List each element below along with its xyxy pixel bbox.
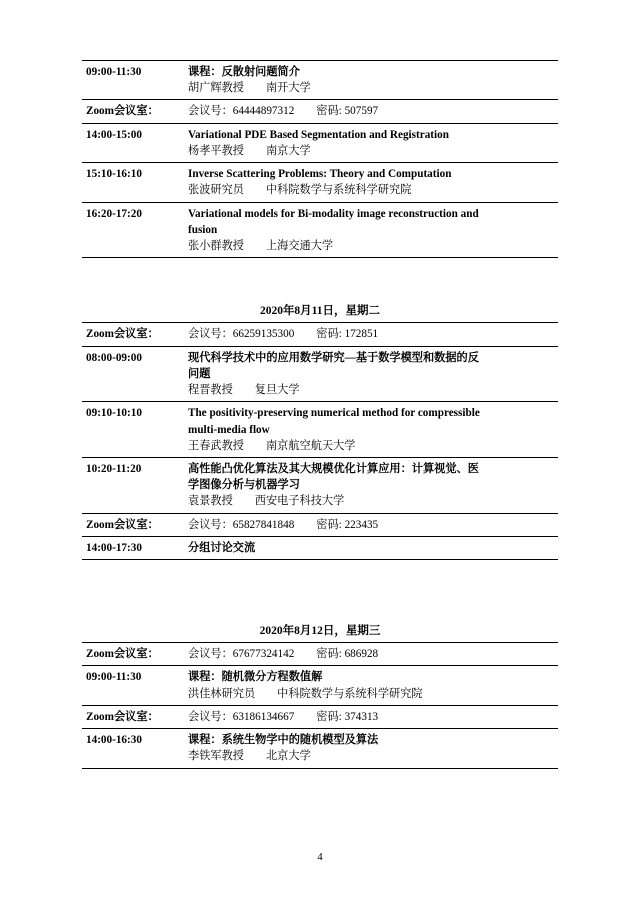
section-gap	[82, 560, 558, 612]
zoom-info	[188, 648, 378, 660]
talk-title-line: 课程：系统生物学中的随机模型及算法	[188, 734, 379, 747]
speaker-name: 袁景教授	[188, 495, 233, 508]
zoom-info	[188, 105, 378, 117]
speaker-name: 程晋教授	[188, 384, 233, 397]
day-heading: 2020年8月12日，星期三	[259, 625, 381, 638]
speaker-affiliation: 南京航空航天大学	[265, 439, 356, 452]
speaker-affiliation: 复旦大学	[254, 384, 300, 397]
section-gap	[82, 258, 558, 292]
table-row	[82, 163, 558, 202]
row-time: 08:00-09:00	[82, 346, 184, 402]
row-time: 09:00-11:30	[82, 61, 184, 100]
row-body	[184, 323, 558, 346]
zoom-password: 密码: 223435	[316, 518, 379, 531]
speaker-name: 胡广辉教授	[188, 82, 244, 95]
page-number: 4	[317, 852, 323, 863]
talk-title-line: 分组讨论交流	[188, 541, 256, 554]
row-body	[184, 163, 558, 202]
row-body	[184, 402, 558, 458]
row-body	[184, 202, 558, 258]
table-row	[82, 457, 558, 513]
talk-title-line: Variational PDE Based Segmentation and Registration	[188, 128, 449, 141]
speaker-line	[188, 382, 556, 398]
table-row	[82, 123, 558, 162]
speaker-affiliation: 南京大学	[265, 144, 311, 157]
row-time: 10:20-11:20	[82, 457, 184, 513]
row-body	[184, 100, 558, 123]
row-body	[184, 643, 558, 666]
talk-title-line: 高性能凸优化算法及其大规模优化计算应用：计算视觉、医	[188, 462, 479, 475]
row-time: 16:20-17:20	[82, 202, 184, 258]
talk-title-line: 课程：反散射问题简介	[188, 66, 300, 78]
speaker-line	[188, 143, 556, 159]
zoom-info	[188, 519, 378, 531]
talk-title-line: Variational models for Bi-modality image reconstruction and	[188, 207, 479, 220]
table-row	[82, 100, 558, 123]
schedule-table	[82, 322, 558, 560]
speaker-name: 洪佳林研究员	[188, 687, 256, 700]
speaker-name: 杨孝平教授	[188, 144, 244, 157]
table-row	[82, 346, 558, 402]
row-body	[184, 729, 558, 768]
table-row	[82, 643, 558, 666]
table-row	[82, 202, 558, 258]
row-body	[184, 513, 558, 536]
speaker-line	[188, 438, 556, 454]
table-row	[82, 729, 558, 768]
row-time: Zoom会议室：	[82, 643, 184, 666]
talk-title-line: multi-media flow	[188, 423, 270, 436]
speaker-affiliation: 西安电子科技大学	[254, 495, 345, 508]
talk-title-line: The positivity-preserving numerical method for compressible	[188, 407, 480, 420]
speaker-line	[188, 493, 556, 509]
zoom-info	[188, 328, 378, 340]
zoom-meeting-id: 会议号：64444897312	[188, 105, 295, 118]
row-time: 15:10-16:10	[82, 163, 184, 202]
speaker-name: 李铁军教授	[188, 750, 244, 763]
table-row	[82, 402, 558, 458]
zoom-meeting-id: 会议号：63186134667	[188, 710, 295, 723]
row-body	[184, 666, 558, 705]
zoom-meeting-id: 会议号：66259135300	[188, 328, 295, 341]
table-row	[82, 536, 558, 559]
row-time: 09:10-10:10	[82, 402, 184, 458]
row-body	[184, 705, 558, 728]
talk-title-line: 学图像分析与机器学习	[188, 479, 300, 492]
speaker-name: 张波研究员	[188, 184, 244, 197]
talk-title-line: 课程：随机微分方程数值解	[188, 671, 323, 684]
zoom-password: 密码: 172851	[316, 328, 379, 341]
row-body	[184, 61, 558, 100]
table-row	[82, 513, 558, 536]
row-body	[184, 536, 558, 559]
speaker-affiliation: 北京大学	[265, 750, 311, 763]
speaker-line	[188, 748, 556, 764]
row-time: 14:00-17:30	[82, 536, 184, 559]
speaker-line	[188, 182, 556, 198]
talk-title-line: Inverse Scattering Problems: Theory and Computation	[188, 168, 452, 181]
speaker-line	[188, 686, 556, 702]
zoom-password: 密码: 507597	[316, 105, 379, 118]
table-row	[82, 61, 558, 100]
day-heading: 2020年8月11日，星期二	[259, 305, 381, 318]
row-time: Zoom会议室：	[82, 323, 184, 346]
speaker-line	[188, 80, 556, 96]
schedule-table	[82, 60, 558, 258]
speaker-name: 张小群教授	[188, 240, 244, 253]
zoom-meeting-id: 会议号：65827841848	[188, 518, 295, 531]
zoom-password: 密码: 374313	[316, 710, 379, 723]
row-time: Zoom会议室：	[82, 513, 184, 536]
row-time: 14:00-16:30	[82, 729, 184, 768]
speaker-name: 王春武教授	[188, 439, 244, 452]
zoom-password: 密码: 686928	[316, 648, 379, 661]
schedule-content	[82, 60, 558, 769]
speaker-affiliation: 上海交通大学	[265, 240, 334, 253]
table-row	[82, 705, 558, 728]
table-row	[82, 323, 558, 346]
zoom-meeting-id: 会议号：67677324142	[188, 648, 295, 661]
row-body	[184, 457, 558, 513]
talk-title-line: fusion	[188, 223, 218, 236]
speaker-affiliation: 中科院数学与系统科学研究院	[277, 687, 423, 700]
talk-title-line: 现代科学技术中的应用数学研究—基于数学模型和数据的反	[188, 351, 479, 364]
row-body	[184, 123, 558, 162]
speaker-line	[188, 238, 556, 254]
row-time: Zoom会议室：	[82, 705, 184, 728]
row-body	[184, 346, 558, 402]
schedule-table	[82, 642, 558, 768]
row-time: 09:00-11:30	[82, 666, 184, 705]
row-time: Zoom会议室：	[82, 100, 184, 123]
speaker-affiliation: 南开大学	[265, 82, 311, 95]
row-time: 14:00-15:00	[82, 123, 184, 162]
table-row	[82, 666, 558, 705]
zoom-info	[188, 711, 378, 723]
speaker-affiliation: 中科院数学与系统科学研究院	[265, 184, 412, 197]
talk-title-line: 问题	[188, 367, 211, 380]
